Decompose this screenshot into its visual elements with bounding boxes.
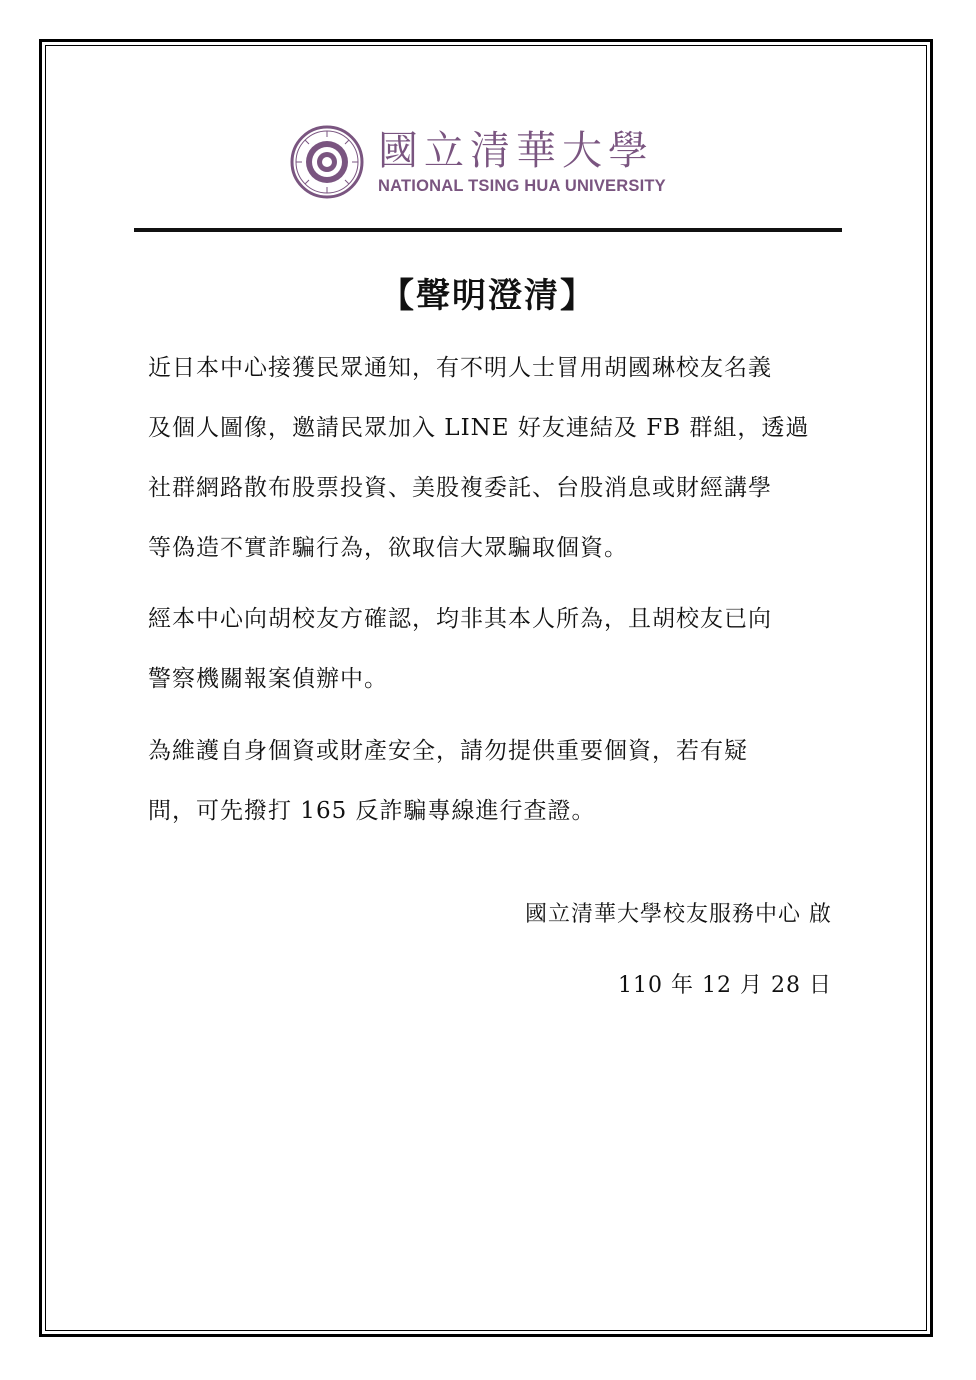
paragraph-line: 近日本中心接獲民眾通知，有不明人士冒用胡國琳校友名義 <box>148 355 772 381</box>
paragraph-3 <box>148 733 838 853</box>
header-divider <box>134 228 842 232</box>
paragraph-2 <box>148 601 838 721</box>
logo-chinese-name: 國立清華大學 <box>378 128 654 174</box>
signature: 國立清華大學校友服務中心 啟 <box>525 902 832 927</box>
paragraph-line: 為維護自身個資或財產安全，請勿提供重要個資，若有疑 <box>148 738 748 764</box>
page-title: 【聲明澄清】 <box>380 276 596 316</box>
paragraph-line: 社群網路散布股票投資、美股複委託、台股消息或財經講學 <box>148 475 772 501</box>
university-logo <box>290 125 710 205</box>
logo-english-name: NATIONAL TSING HUA UNIVERSITY <box>378 177 666 195</box>
paragraph-line: 等偽造不實詐騙行為，欲取信大眾騙取個資。 <box>148 535 628 561</box>
paragraph-line: 問，可先撥打 165 反詐騙專線進行查證。 <box>148 798 596 824</box>
date: 110 年 12 月 28 日 <box>618 973 832 998</box>
paragraph-line: 經本中心向胡校友方確認，均非其本人所為，且胡校友已向 <box>148 606 772 632</box>
university-seal-icon <box>290 125 364 199</box>
paragraph-line: 及個人圖像，邀請民眾加入 LINE 好友連結及 FB 群組，透過 <box>148 415 810 441</box>
paragraph-1 <box>148 350 838 590</box>
paragraph-line: 警察機關報案偵辦中。 <box>148 666 388 692</box>
